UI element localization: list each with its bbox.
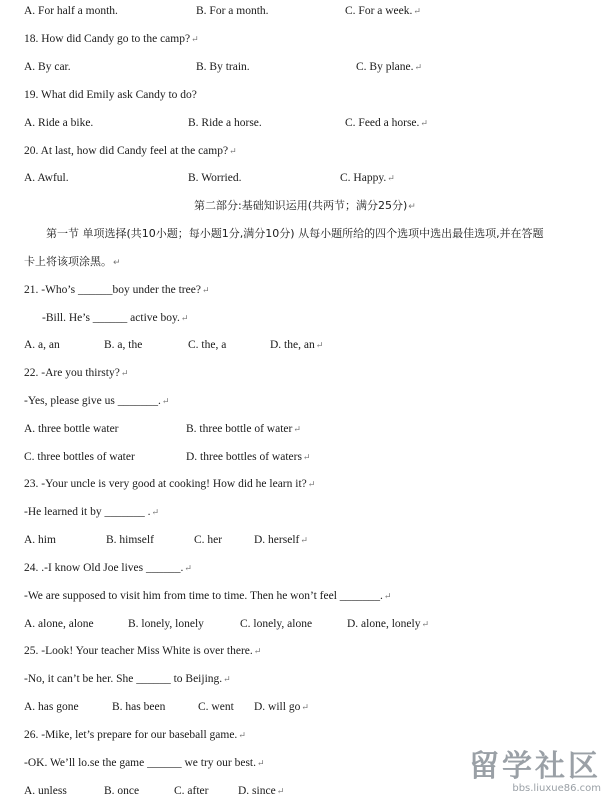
q18-option-c: C. By plane.↵	[356, 61, 423, 73]
return-mark: ↵	[408, 202, 416, 212]
q23-stem: 23. -Your uncle is very good at cooking! How did he learn it?↵	[24, 478, 316, 490]
return-mark: ↵	[238, 730, 246, 740]
q22-option-b: B. three bottle of water↵	[186, 423, 301, 435]
q22-option-d: D. three bottles of waters↵	[186, 451, 311, 463]
q23-option-d: D. herself↵	[254, 534, 308, 546]
return-mark: ↵	[184, 563, 192, 573]
q24-stem: 24. .-I know Old Joe lives ______.↵	[24, 562, 192, 574]
q22-stem: 22. -Are you thirsty?↵	[24, 367, 129, 379]
return-mark: ↵	[387, 173, 395, 183]
q25-option-b: B. has been	[112, 701, 166, 713]
section-heading: 第二部分:基础知识运用(共两节；满分25分)↵	[194, 199, 416, 212]
q21-option-d: D. the, an↵	[270, 339, 324, 351]
return-mark: ↵	[421, 619, 429, 629]
q17-option-b: B. For a month.	[196, 5, 269, 17]
q21-stem: 21. -Who’s ______boy under the tree?↵	[24, 284, 210, 296]
q18-stem: 18. How did Candy go to the camp?↵	[24, 33, 199, 45]
q19-option-b: B. Ride a horse.	[188, 117, 262, 129]
return-mark: ↵	[413, 6, 421, 16]
q22-reply: -Yes, please give us _______.↵	[24, 395, 170, 407]
return-mark: ↵	[302, 452, 311, 462]
q21-option-a: A. a, an	[24, 339, 60, 351]
q26-option-b: B. once	[104, 785, 140, 797]
watermark-url: bbs.liuxue86.com	[512, 783, 601, 794]
q23-option-c: C. her	[194, 534, 223, 546]
return-mark: ↵	[180, 313, 189, 323]
q20-option-a: A. Awful.	[24, 172, 69, 184]
q24-option-b: B. lonely, lonely	[128, 618, 204, 630]
q25-option-c: C. went	[198, 701, 234, 713]
q19-stem: 19. What did Emily ask Candy to do?	[24, 89, 197, 101]
q26-reply: -OK. We’ll lo.se the game ______ we try our best.↵	[24, 757, 265, 769]
q24-option-d: D. alone, lonely↵	[347, 618, 429, 630]
q26-option-d: D. since↵	[238, 785, 285, 797]
q20-stem: 20. At last, how did Candy feel at the camp?↵	[24, 145, 237, 157]
q17-option-c: C. For a week.↵	[345, 5, 421, 17]
q18-option-b: B. By train.	[196, 61, 250, 73]
q20-option-b: B. Worried.	[188, 172, 242, 184]
return-mark: ↵	[300, 535, 308, 545]
q22-option-c: C. three bottles of water	[24, 451, 135, 463]
q24-reply: -We are supposed to visit him from time to time. Then he won’t feel _______.↵	[24, 590, 392, 602]
return-mark: ↵	[253, 646, 262, 656]
q25-option-d: D. will go↵	[254, 701, 309, 713]
return-mark: ↵	[383, 591, 392, 601]
q23-option-b: B. himself	[106, 534, 154, 546]
q26-option-c: C. after	[174, 785, 209, 797]
return-mark: ↵	[223, 674, 231, 684]
site-watermark	[469, 751, 601, 795]
q24-option-a: A. alone, alone	[24, 618, 94, 630]
q19-option-a: A. Ride a bike.	[24, 117, 94, 129]
q22-option-a: A. three bottle water	[24, 423, 119, 435]
q18-option-a: A. By car.	[24, 61, 71, 73]
return-mark: ↵	[191, 34, 199, 44]
return-mark: ↵	[414, 62, 423, 72]
q20-option-c: C. Happy.↵	[340, 172, 395, 184]
q21-reply: -Bill. He’s ______ active boy.↵	[42, 312, 189, 324]
return-mark: ↵	[201, 285, 210, 295]
return-mark: ↵	[276, 786, 285, 796]
return-mark: ↵	[229, 146, 237, 156]
return-mark: ↵	[315, 340, 324, 350]
q19-option-c: C. Feed a horse.↵	[345, 117, 428, 129]
return-mark: ↵	[307, 479, 316, 489]
q21-option-c: C. the, a	[188, 339, 227, 351]
return-mark: ↵	[301, 702, 309, 712]
q24-option-c: C. lonely, alone	[240, 618, 313, 630]
return-mark: ↵	[420, 118, 428, 128]
return-mark: ↵	[151, 507, 160, 517]
q17-option-a: A. For half a month.	[24, 5, 118, 17]
watermark-brand: 留学社区	[469, 749, 601, 784]
q21-option-b: B. a, the	[104, 339, 143, 351]
return-mark: ↵	[161, 396, 170, 406]
instructions-line-2: 卡上将该项涂黑。↵	[24, 255, 121, 268]
q25-reply: -No, it can’t be her. She ______ to Beijing.↵	[24, 673, 231, 685]
q26-stem: 26. -Mike, let’s prepare for our baseball game.↵	[24, 729, 246, 741]
q25-stem: 25. -Look! Your teacher Miss White is over there.↵	[24, 645, 262, 657]
return-mark: ↵	[113, 258, 121, 268]
q23-option-a: A. him	[24, 534, 56, 546]
return-mark: ↵	[293, 424, 301, 434]
return-mark: ↵	[120, 368, 129, 378]
instructions-line-1: 第一节 单项选择(共10小题；每小题1分,满分10分) 从每小题所给的四个选项中选出最佳选项,并在答题	[46, 227, 544, 240]
q23-reply: -He learned it by _______ .↵	[24, 506, 160, 518]
return-mark: ↵	[257, 758, 265, 768]
q26-option-a: A. unless	[24, 785, 67, 797]
q25-option-a: A. has gone	[24, 701, 79, 713]
